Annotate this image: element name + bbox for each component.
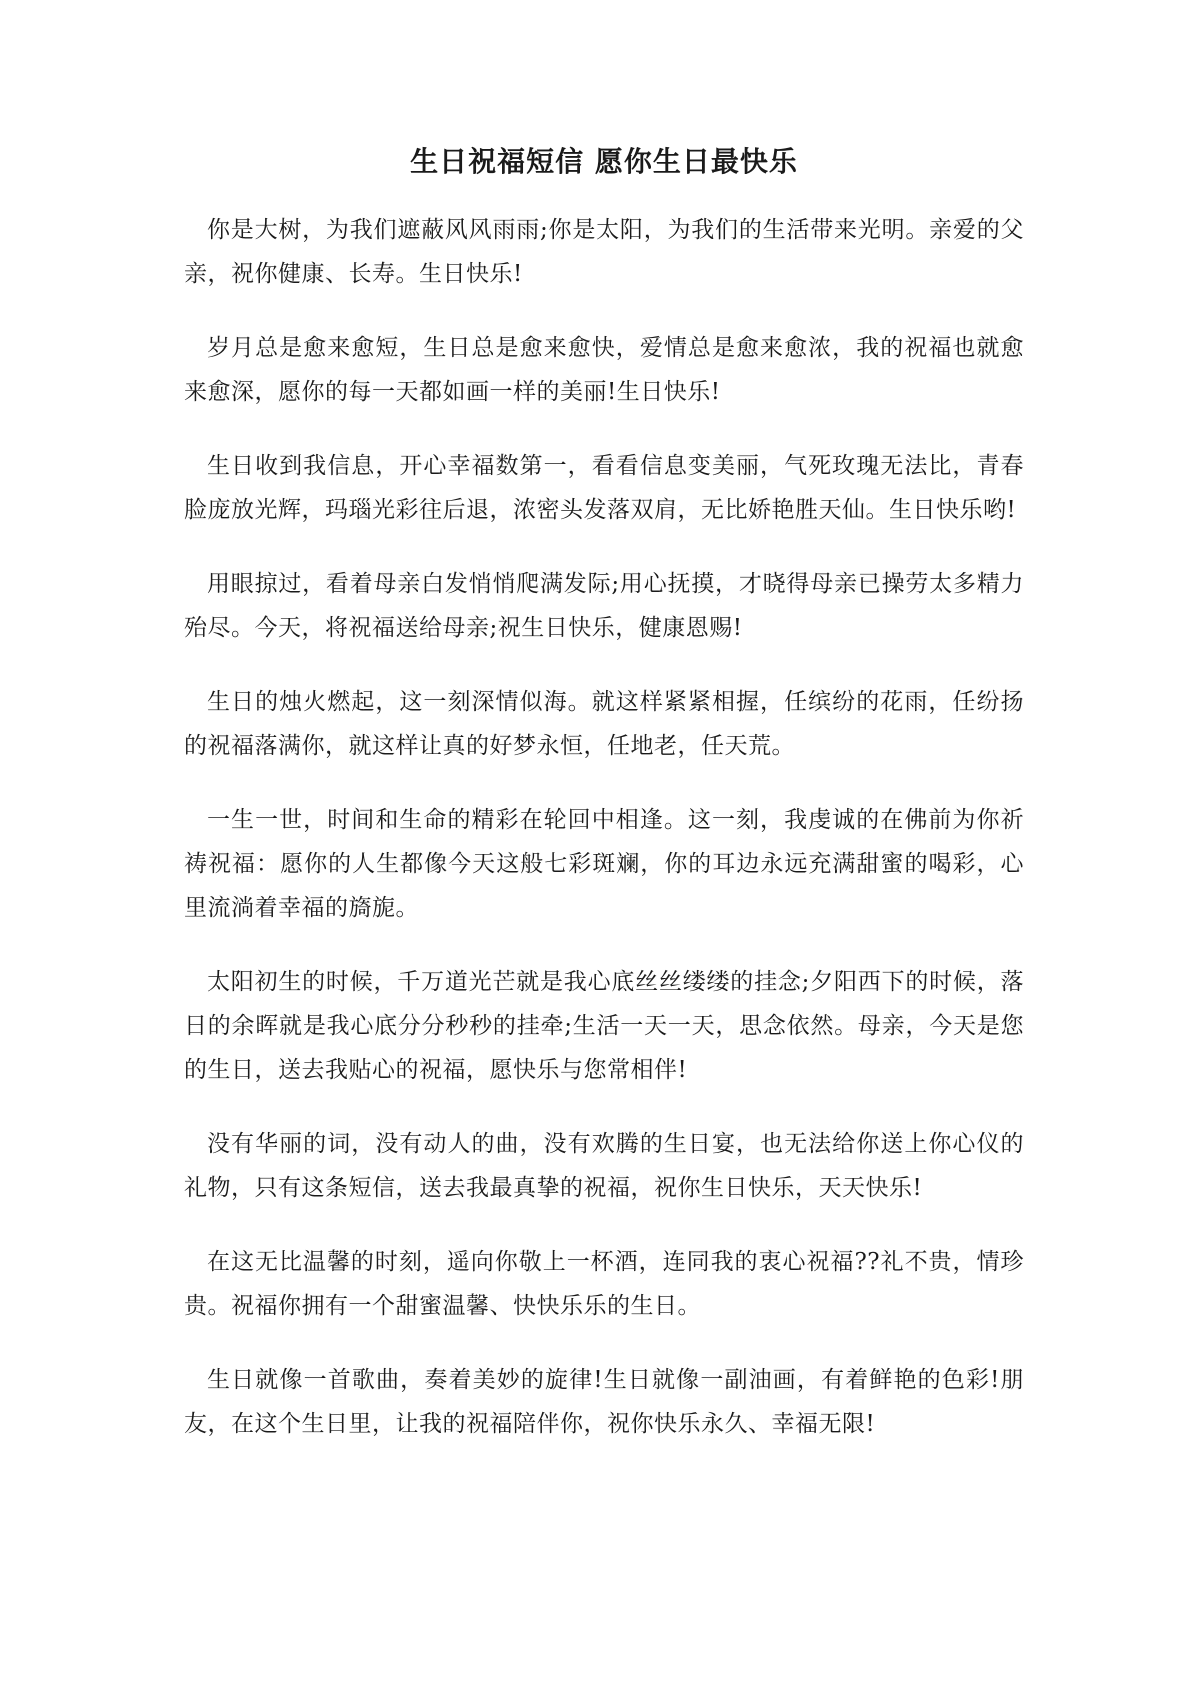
paragraph: 生日就像一首歌曲，奏着美妙的旋律!生日就像一副油画，有着鲜艳的色彩!朋友，在这个生日里，让我的祝福陪伴你，祝你快乐永久、幸福无限! — [184, 1367, 1024, 1437]
paragraph: 生日的烛火燃起，这一刻深情似海。就这样紧紧相握，任缤纷的花雨，任纷扬的祝福落满你，就这样让真的好梦永恒，任地老，任天荒。 — [184, 689, 1024, 759]
page-title: 生日祝福短信 愿你生日最快乐 — [410, 145, 798, 178]
paragraph: 岁月总是愈来愈短，生日总是愈来愈快，爱情总是愈来愈浓，我的祝福也就愈来愈深，愿你的每一天都如画一样的美丽!生日快乐! — [184, 335, 1024, 405]
paragraph: 太阳初生的时候，千万道光芒就是我心底丝丝缕缕的挂念;夕阳西下的时候，落日的余晖就是我心底分分秒秒的挂牵;生活一天一天，思念依然。母亲，今天是您的生日，送去我贴心的祝福，愿快乐与您常相伴! — [184, 969, 1024, 1083]
paragraph: 用眼掠过，看着母亲白发悄悄爬满发际;用心抚摸，才晓得母亲已操劳太多精力殆尽。今天，将祝福送给母亲;祝生日快乐，健康恩赐! — [184, 571, 1024, 641]
paragraph: 没有华丽的词，没有动人的曲，没有欢腾的生日宴，也无法给你送上你心仪的礼物，只有这条短信，送去我最真挚的祝福，祝你生日快乐，天天快乐! — [184, 1131, 1024, 1201]
paragraph: 在这无比温馨的时刻，遥向你敬上一杯酒，连同我的衷心祝福??礼不贵，情珍贵。祝福你拥有一个甜蜜温馨、快快乐乐的生日。 — [184, 1249, 1024, 1319]
paragraph: 生日收到我信息，开心幸福数第一，看看信息变美丽，气死玫瑰无法比，青春脸庞放光辉，玛瑙光彩往后退，浓密头发落双肩，无比娇艳胜天仙。生日快乐哟! — [184, 453, 1024, 523]
paragraph: 一生一世，时间和生命的精彩在轮回中相逢。这一刻，我虔诚的在佛前为你祈祷祝福：愿你的人生都像今天这般七彩斑斓，你的耳边永远充满甜蜜的喝彩，心里流淌着幸福的旖旎。 — [184, 807, 1024, 921]
document-body — [184, 208, 1024, 1476]
paragraph: 你是大树，为我们遮蔽风风雨雨;你是太阳，为我们的生活带来光明。亲爱的父亲，祝你健康、长寿。生日快乐! — [184, 217, 1024, 287]
